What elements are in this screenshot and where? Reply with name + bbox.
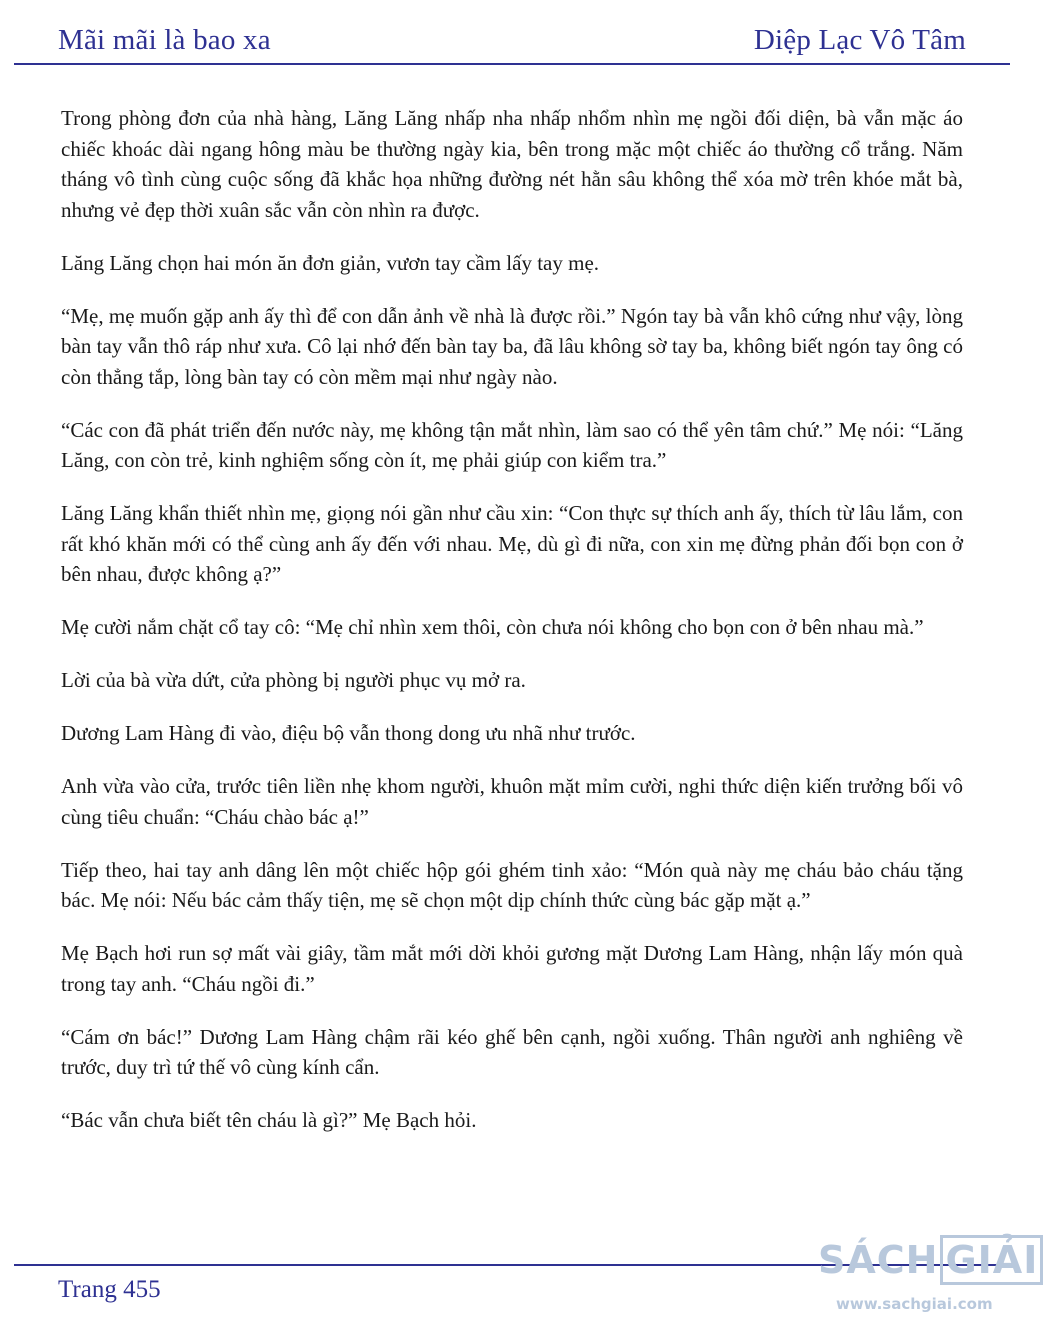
watermark-logo-right: GIẢI <box>940 1235 1043 1285</box>
author-name: Diệp Lạc Vô Tâm <box>753 24 966 56</box>
watermark <box>818 1225 1039 1325</box>
page-number: Trang 455 <box>58 1276 161 1303</box>
paragraph: Tiếp theo, hai tay anh dâng lên một chiếc hộp gói ghém tinh xảo: “Món quà này mẹ cháu bảo cháu tặng bác. Mẹ nói: Nếu bác cảm thấy tiện, mẹ sẽ chọn một dịp chính thức cùng bác gặp mặt ạ.” <box>61 857 963 912</box>
watermark-logo <box>818 1235 1043 1285</box>
watermark-logo-left: SÁCH <box>818 1238 939 1282</box>
paragraph: Lăng Lăng chọn hai món ăn đơn giản, vươn tay cầm lấy tay mẹ. <box>61 250 600 275</box>
paragraph: Dương Lam Hàng đi vào, điệu bộ vẫn thong dong ưu nhã như trước. <box>61 721 636 745</box>
paragraph: “Bác vẫn chưa biết tên cháu là gì?” Mẹ Bạch hỏi. <box>61 1108 477 1132</box>
paragraph: “Cám ơn bác!” Dương Lam Hàng chậm rãi kéo ghế bên cạnh, ngồi xuống. Thân người anh nghiêng về trước, duy trì tứ thế vô cùng kính cẩn. <box>61 1024 963 1079</box>
paragraph: “Mẹ, mẹ muốn gặp anh ấy thì để con dẫn ảnh về nhà là được rồi.” Ngón tay bà vẫn khô cứng như vậy, lòng bàn tay vẫn thô ráp như xưa. Cô lại nhớ đến bàn tay ba, đã lâu không sờ tay ba, không biết ngón tay ông có còn thẳng tắp, lòng bàn tay có còn mềm mại như ngày nào. <box>61 303 963 389</box>
page-header <box>0 0 1024 66</box>
paragraph: Mẹ cười nắm chặt cổ tay cô: “Mẹ chỉ nhìn xem thôi, còn chưa nói không cho bọn con ở bên nhau mà.” <box>61 615 924 639</box>
page-body <box>61 103 963 1158</box>
paragraph: “Các con đã phát triển đến nước này, mẹ không tận mắt nhìn, làm sao có thể yên tâm chứ.” Mẹ nói: “Lăng Lăng, con còn trẻ, kinh nghiệm sống còn ít, mẹ phải giúp con kiểm tra.” <box>61 417 963 472</box>
paragraph: Mẹ Bạch hơi run sợ mất vài giây, tầm mắt mới dời khỏi gương mặt Dương Lam Hàng, nhận lấy món quà trong tay anh. “Cháu ngồi đi.” <box>61 941 963 996</box>
paragraph: Lăng Lăng khẩn thiết nhìn mẹ, giọng nói gần như cầu xin: “Con thực sự thích anh ấy, thích từ lâu lắm, con rất khó khăn mới có thể cùng anh ấy đến với nhau. Mẹ, dù gì đi nữa, con xin mẹ đừng phản đối bọn con ở bên nhau, được không ạ?” <box>61 501 963 586</box>
header-divider <box>14 63 1010 65</box>
watermark-url: www.sachgiai.com <box>836 1295 993 1313</box>
paragraph: Trong phòng đơn của nhà hàng, Lăng Lăng nhấp nha nhấp nhổm nhìn mẹ ngồi đối diện, bà vẫn mặc áo chiếc khoác dài ngang hông màu be thường ngày kia, bên trong mặc một chiếc áo thường cổ trắng. Năm tháng vô tình cùng cuộc sống đã khắc họa những đường nét hằn sâu không thể xóa mờ trên khóe mắt bà, nhưng vẻ đẹp thời xuân sắc vẫn còn nhìn ra được. <box>61 106 963 222</box>
paragraph: Lời của bà vừa dứt, cửa phòng bị người phục vụ mở ra. <box>61 668 526 692</box>
book-title: Mãi mãi là bao xa <box>58 24 271 56</box>
paragraph: Anh vừa vào cửa, trước tiên liền nhẹ khom người, khuôn mặt mỉm cười, nghi thức diện kiến trưởng bối vô cùng tiêu chuẩn: “Cháu chào bác ạ!” <box>61 774 963 829</box>
